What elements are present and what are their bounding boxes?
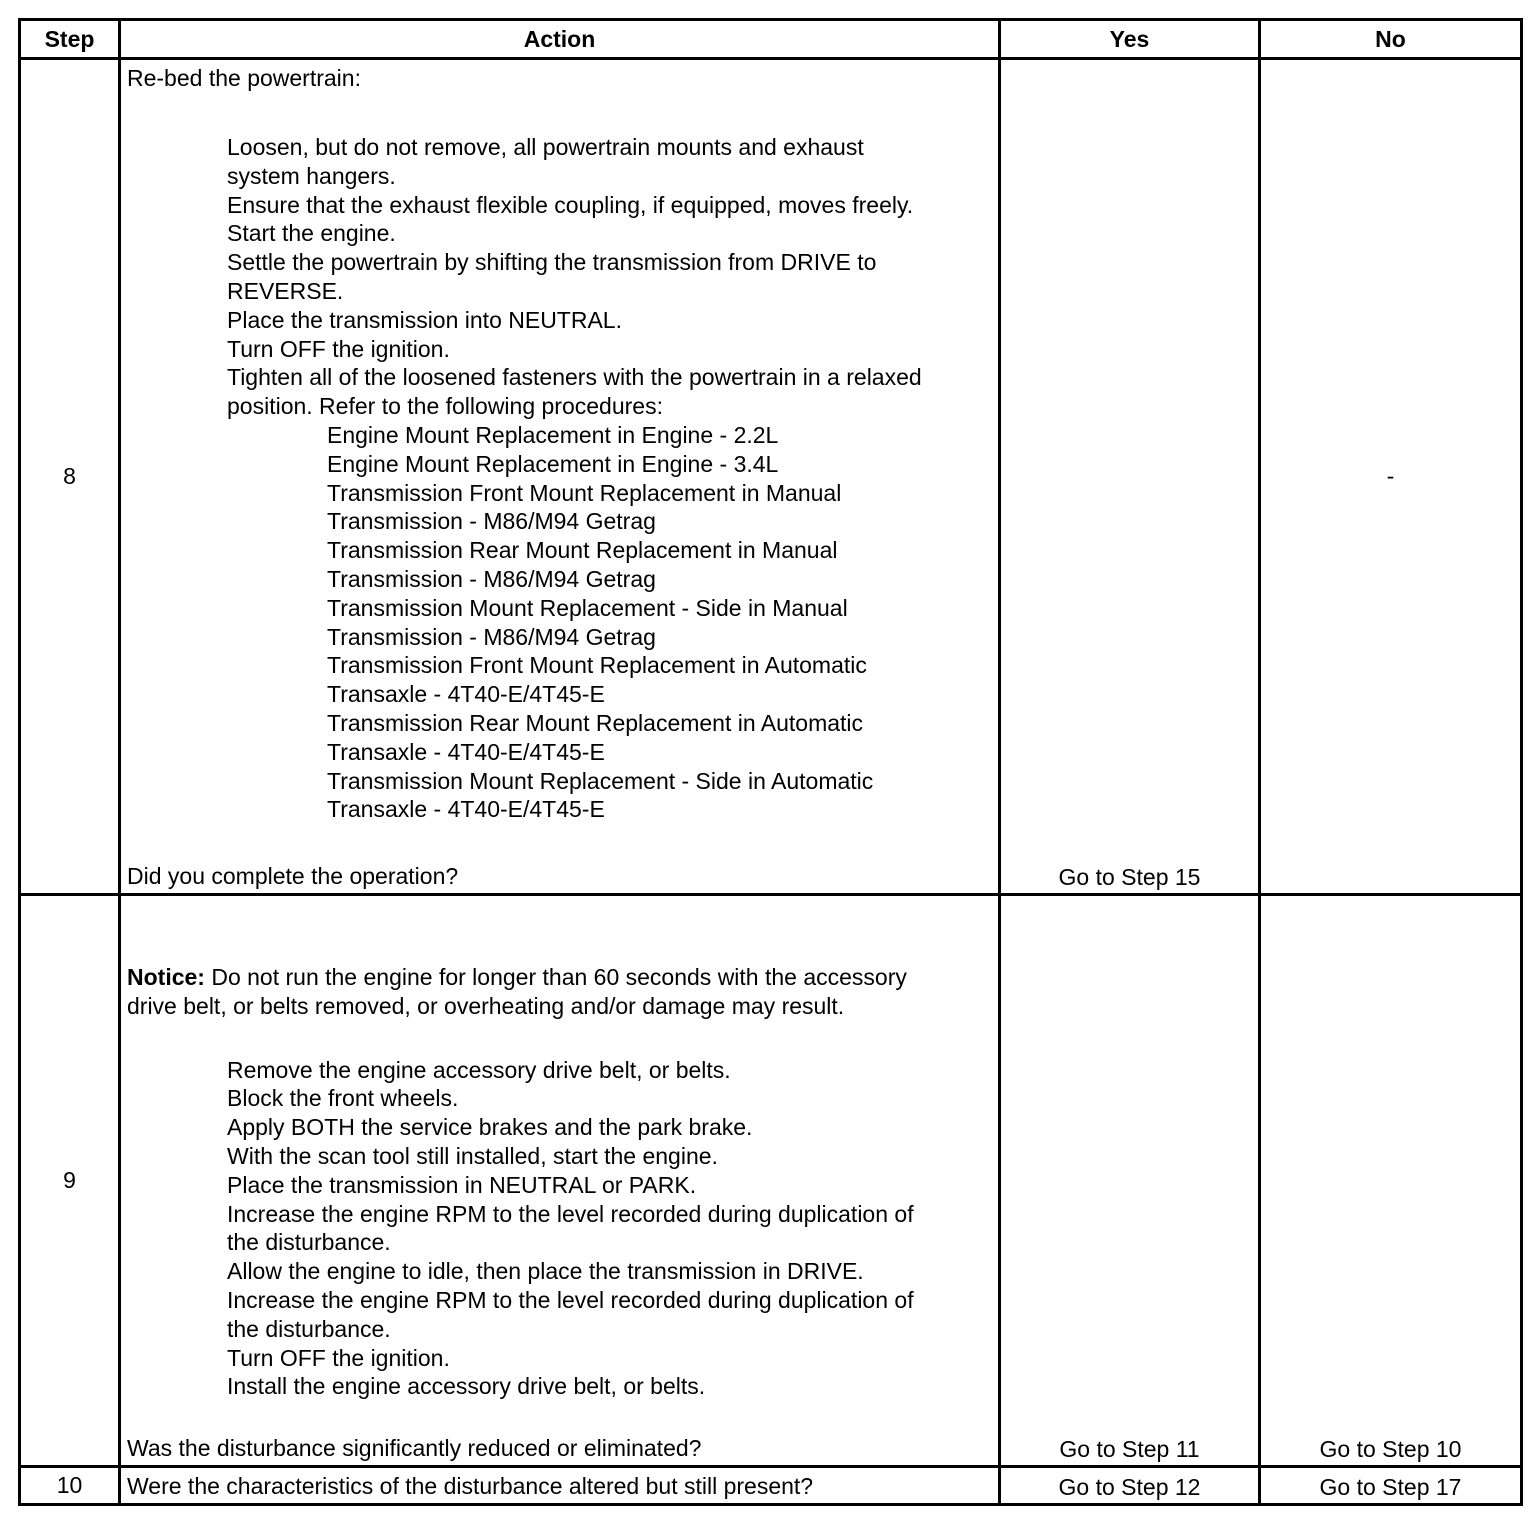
action-step: Turn OFF the ignition. <box>227 1344 450 1371</box>
action-step: Place the transmission in NEUTRAL or PARK. <box>227 1171 697 1198</box>
procedure-link[interactable]: Transaxle - 4T40-E/4T45-E <box>327 681 605 708</box>
header-yes: Yes <box>1000 20 1260 59</box>
action-step: Tighten all of the loosened fasteners with the powertrain in a relaxed <box>227 364 922 391</box>
yes-result[interactable]: Go to Step 11 <box>1000 895 1260 1467</box>
procedure-link[interactable]: Transmission Front Mount Replacement in Manual <box>327 479 842 506</box>
action-step: Increase the engine RPM to the level recorded during duplication of <box>227 1287 914 1314</box>
header-action: Action <box>120 20 1000 59</box>
table-row-step-10 <box>20 1467 1522 1505</box>
action-step: Remove the engine accessory drive belt, or belts. <box>227 1056 731 1083</box>
yes-result[interactable]: Go to Step 12 <box>1000 1467 1260 1505</box>
procedure-link[interactable]: Transmission Mount Replacement - Side in Manual <box>327 594 848 621</box>
header-step: Step <box>20 20 120 59</box>
action-steps-list <box>127 1056 992 1402</box>
notice-text: drive belt, or belts removed, or overheating and/or damage may result. <box>127 992 845 1019</box>
table-row-step-9 <box>20 895 1522 1467</box>
procedure-link[interactable]: Transmission - M86/M94 Getrag <box>327 623 656 650</box>
action-cell <box>120 1467 1000 1505</box>
action-step: the disturbance. <box>227 1229 391 1256</box>
diagnostic-table <box>18 18 1523 1506</box>
action-step: Place the transmission into NEUTRAL. <box>227 306 622 333</box>
notice-label: Notice: <box>127 964 205 991</box>
action-step: Apply BOTH the service brakes and the park brake. <box>227 1114 753 1141</box>
action-step: Turn OFF the ignition. <box>227 335 450 362</box>
action-steps-list <box>127 133 992 421</box>
step-number: 9 <box>20 895 120 1467</box>
procedure-link[interactable]: Engine Mount Replacement in Engine - 2.2L <box>327 422 779 449</box>
action-step: REVERSE. <box>227 278 344 305</box>
action-step: Settle the powertrain by shifting the transmission from DRIVE to <box>227 249 877 276</box>
action-step: Loosen, but do not remove, all powertrain mounts and exhaust <box>227 134 864 161</box>
action-step: Increase the engine RPM to the level recorded during duplication of <box>227 1200 914 1227</box>
action-step: Allow the engine to idle, then place the transmission in DRIVE. <box>227 1258 864 1285</box>
procedure-link[interactable]: Transmission Rear Mount Replacement in Automatic <box>327 710 864 737</box>
table-row-step-8 <box>20 59 1522 895</box>
notice <box>127 963 992 992</box>
procedure-link[interactable]: Transaxle - 4T40-E/4T45-E <box>327 738 605 765</box>
procedure-link[interactable]: Transmission Front Mount Replacement in Automatic <box>327 652 867 679</box>
action-cell <box>120 59 1000 895</box>
no-result: - <box>1260 59 1522 895</box>
procedure-link[interactable]: Engine Mount Replacement in Engine - 3.4L <box>327 450 779 477</box>
action-cell <box>120 895 1000 1467</box>
procedure-link[interactable]: Transmission - M86/M94 Getrag <box>327 566 656 593</box>
action-question: Was the disturbance significantly reduced or eliminated? <box>127 1435 702 1462</box>
action-step: With the scan tool still installed, start the engine. <box>227 1143 718 1170</box>
step-number: 8 <box>20 59 120 895</box>
action-step: Block the front wheels. <box>227 1085 459 1112</box>
procedure-link[interactable]: Transmission - M86/M94 Getrag <box>327 508 656 535</box>
action-question: Were the characteristics of the disturbance altered but still present? <box>127 1473 814 1500</box>
action-step: Install the engine accessory drive belt, or belts. <box>227 1373 706 1400</box>
action-step: system hangers. <box>227 162 396 189</box>
procedure-link[interactable]: Transaxle - 4T40-E/4T45-E <box>327 796 605 823</box>
no-result[interactable]: Go to Step 17 <box>1260 1467 1522 1505</box>
action-step: Start the engine. <box>227 220 396 247</box>
action-step: Ensure that the exhaust flexible coupling, if equipped, moves freely. <box>227 191 914 218</box>
action-step: position. Refer to the following procedures: <box>227 393 663 420</box>
procedure-list <box>127 421 992 824</box>
yes-result[interactable]: Go to Step 15 <box>1000 59 1260 895</box>
action-step: the disturbance. <box>227 1315 391 1342</box>
action-intro: Re-bed the powertrain: <box>127 65 361 92</box>
no-result[interactable]: Go to Step 10 <box>1260 895 1522 1467</box>
header-no: No <box>1260 20 1522 59</box>
step-number: 10 <box>20 1467 120 1505</box>
procedure-link[interactable]: Transmission Mount Replacement - Side in Automatic <box>327 767 874 794</box>
action-question: Did you complete the operation? <box>127 863 459 890</box>
header-row <box>20 20 1522 59</box>
notice-text: Do not run the engine for longer than 60 seconds with the accessory <box>204 964 907 991</box>
procedure-link[interactable]: Transmission Rear Mount Replacement in Manual <box>327 537 838 564</box>
